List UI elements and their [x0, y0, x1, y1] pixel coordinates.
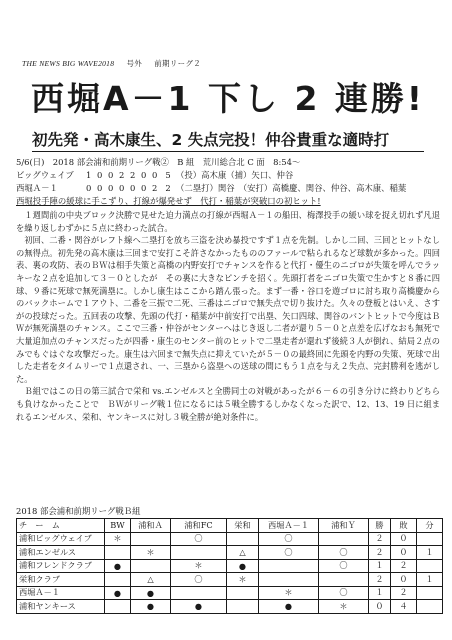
linescore-innings: 1 0 0 2 2 0 0: [86, 170, 159, 180]
losses-cell: ０: [391, 546, 417, 560]
linescore-team: 西堀Ａ－１: [16, 183, 58, 193]
team-name: 浦和ビッグウェイブ: [17, 532, 105, 546]
linescore-runs: 2: [165, 183, 171, 193]
paper-name: THE NEWS BIG WAVE2018: [22, 59, 115, 68]
linescore-players: （二塁打）関谷 （安打）高橋慶、関谷、仲谷、高木康、稲葉: [176, 183, 407, 193]
section-label: 前期リーグ２: [154, 59, 202, 68]
header-urawa-y: 浦和Ｙ: [319, 519, 369, 533]
header-wins: 勝: [369, 519, 391, 533]
result-cell: [131, 559, 171, 573]
standings-table: [16, 518, 443, 614]
draws-cell: [417, 532, 443, 546]
header-urawa-fc: 浦和FC: [171, 519, 227, 533]
result-cell: △: [227, 546, 259, 560]
team-name: 栄和クラブ: [17, 573, 105, 587]
draws-cell: １: [417, 546, 443, 560]
result-cell: 〇: [319, 546, 369, 560]
header-bw: BW: [105, 519, 131, 533]
losses-cell: ２: [391, 559, 417, 573]
standings-title: 2018 部会浦和前期リーグ戦Ｂ組: [16, 506, 141, 516]
result-cell: ●: [259, 600, 319, 614]
linescore-players: （投）高木康（捕）矢口、仲谷: [176, 170, 294, 180]
result-cell: [259, 573, 319, 587]
result-cell: [105, 600, 131, 614]
result-cell: [105, 546, 131, 560]
result-cell: ●: [227, 559, 259, 573]
linescore-runs: 5: [165, 170, 171, 180]
wins-cell: ２: [369, 546, 391, 560]
wins-cell: ２: [369, 532, 391, 546]
result-cell: ●: [131, 600, 171, 614]
game-info: [16, 156, 440, 208]
losses-cell: ２: [391, 586, 417, 600]
losses-cell: ０: [391, 573, 417, 587]
result-cell: ＊: [171, 559, 227, 573]
wins-cell: １: [369, 559, 391, 573]
lead-line: 西堀投手陣の緩球に手こずり、打線が爆発せず 代打・稲葉が突破口の初ヒット!: [16, 196, 321, 206]
result-cell: [227, 586, 259, 600]
result-cell: [131, 532, 171, 546]
result-cell: [171, 546, 227, 560]
result-cell: [171, 586, 227, 600]
table-row: [17, 573, 443, 587]
subheadline: 初先発・高木康生、2 失点完投！仲谷貴重な適時打: [32, 129, 424, 152]
issue-label: 号外: [126, 59, 143, 68]
losses-cell: ４: [391, 600, 417, 614]
table-row: [17, 559, 443, 573]
header-eiwa: 栄和: [227, 519, 259, 533]
game-date-line: 5/6(日) 2018 部会浦和前期リーグ戦② B 組 荒川総合北 C 面 8:54～: [16, 157, 301, 167]
result-cell: [319, 532, 369, 546]
result-cell: 〇: [259, 532, 319, 546]
result-cell: [105, 573, 131, 587]
result-cell: ●: [105, 559, 131, 573]
draws-cell: [417, 600, 443, 614]
standings-header-row: [17, 519, 443, 533]
result-cell: ●: [131, 586, 171, 600]
linescore-row: [16, 182, 440, 195]
table-row: [17, 546, 443, 560]
result-cell: [319, 573, 369, 587]
table-row: [17, 586, 443, 600]
result-cell: ●: [105, 586, 131, 600]
result-cell: 〇: [319, 586, 369, 600]
draws-cell: [417, 586, 443, 600]
wins-cell: ２: [369, 573, 391, 587]
result-cell: 〇: [171, 573, 227, 587]
headline: 西堀A－1 下し 2 連勝!: [31, 79, 425, 118]
result-cell: 〇: [259, 546, 319, 560]
result-cell: ＊: [319, 600, 369, 614]
table-row: [17, 532, 443, 546]
result-cell: ＊: [227, 573, 259, 587]
wins-cell: １: [369, 586, 391, 600]
result-cell: △: [131, 573, 171, 587]
result-cell: ＊: [259, 586, 319, 600]
result-cell: ＊: [131, 546, 171, 560]
newsletter-page: [10, 0, 442, 640]
masthead: [22, 58, 322, 69]
result-cell: [259, 559, 319, 573]
wins-cell: ０: [369, 600, 391, 614]
header-urawa-a: 浦和Ａ: [131, 519, 171, 533]
header-draws: 分: [417, 519, 443, 533]
draws-cell: [417, 559, 443, 573]
result-cell: 〇: [319, 559, 369, 573]
draws-cell: １: [417, 573, 443, 587]
result-cell: ●: [171, 600, 227, 614]
linescore-team: ビッグウェイブ: [16, 170, 74, 180]
article-body: １週間前の中央ブロック決勝で見せた迫力満点の打線が西堀Ａ－１の船田、梅澤投手の緩い球を捉え切れず凡退を繰り返しわずかに５点に終わった試合。 初回、二番・関谷がレフト線へ二塁打を放ち三盗を決め暴投ですず１点を先制。しかし二回、三回とヒットなしの無得点。初先発の高木康は三回まで安打こそ許さなかったもののファールで粘られるなど球数が多かった。四回表、裏の攻防、表のＢＷは相手失策と高橋の内野安打でチャンスを作ると代打・優生のニゴロが失策を呼んでラッキーな２点を追加して３－０としたが その裏に大きなピンチを招く。先頭打者をニゴロ失策で生かすと８番に四球、９番に死球で無死満塁に。しかし康生はここから踏ん張った。まず一番・谷口を遊ゴロに討ち取り高橋慶からのバックホームで１アウト、二番を三振で二死、三番はニゴロで無失点で切り抜けた。久々の登板とはいえ、さすがの投球だった。五回表の攻撃、先頭の代打・稲葉が中前安打で出塁、矢口四球、関谷のバントヒットで今度はＢＷが無死満塁のチャンス。ここで三番・仲谷がセンターへはじき返し二者が還り５－０と点差を広げなおも無死で大量追加点のチャンスだったが四番・康生のセンター前のヒットで二塁走者が還れず後続３人が倒れ、結局２点のみでもぐはぐな攻撃だった。康生は六回まで無失点に抑えていたが５－０の最終回に先頭を内野の失策、死球で出した走者をタイムリーで１点還され、一、三塁から盗塁への送球の間にもう１点を与え２失点、完封勝利を逃がした。 Ｂ組ではこの日の第三試合で栄和 vs.エンゼルスと全勝同士の対戦があったが６－６の引き分けに終わりどちらも負けなかったことで ＢＷがリーグ戦１位になるには５戦全勝するしかなくなった訳で、12、13、19 日に組まれるエンゼルス、栄和、ヤンキースに対し３戦全勝が絶対条件に。: [16, 210, 441, 422]
header-nishibori: 西堀Ａ－１: [259, 519, 319, 533]
header-losses: 敗: [391, 519, 417, 533]
team-name: 浦和エンゼルス: [17, 546, 105, 560]
team-name: 西堀Ａ－１: [17, 586, 105, 600]
result-cell: [227, 600, 259, 614]
result-cell: [227, 532, 259, 546]
result-cell: 〇: [171, 532, 227, 546]
team-name: 浦和フレンドクラブ: [17, 559, 105, 573]
losses-cell: ０: [391, 532, 417, 546]
header-team: チ ー ム: [17, 519, 105, 533]
linescore-row: [16, 169, 440, 182]
table-row: [17, 600, 443, 614]
team-name: 浦和ヤンキース: [17, 600, 105, 614]
result-cell: ＊: [105, 532, 131, 546]
linescore-innings: 0 0 0 0 0 0 2: [86, 183, 159, 193]
